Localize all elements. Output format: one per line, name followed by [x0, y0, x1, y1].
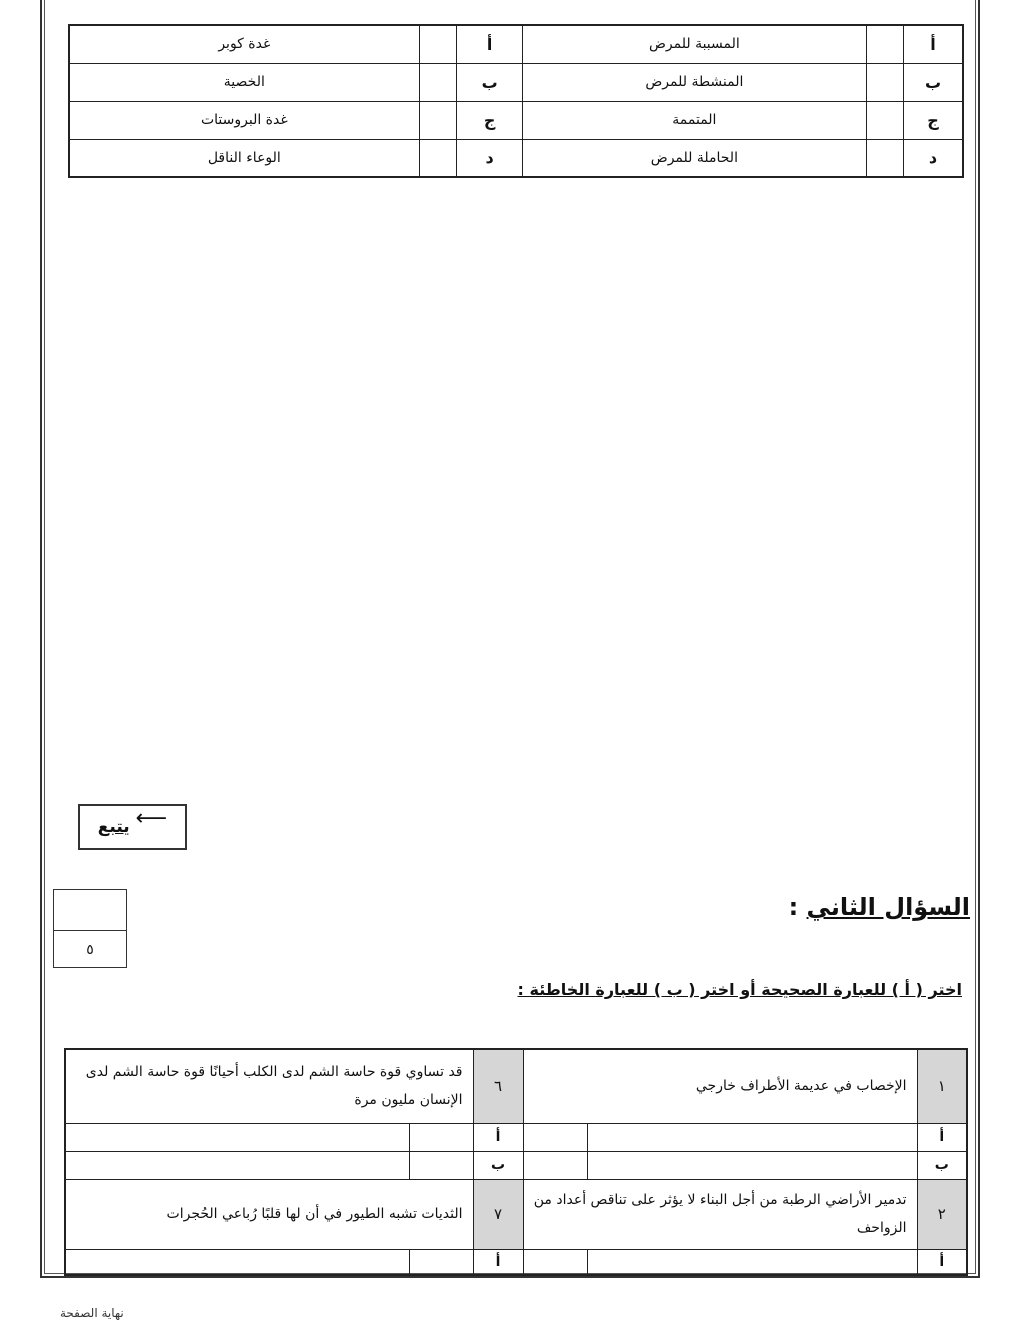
table-row	[69, 139, 963, 177]
item-statement: قد تساوي قوة حاسة الشم لدى الكلب أحيانًا قوة حاسة الشم لدى الإنسان مليون مرة	[65, 1049, 473, 1123]
answer-cell[interactable]	[587, 1151, 917, 1179]
score-box	[53, 889, 127, 968]
right-letter: أ	[457, 25, 523, 63]
right-text: الخصية	[69, 63, 419, 101]
answer-cell[interactable]	[65, 1151, 409, 1179]
option-b-label: ب	[473, 1151, 523, 1179]
answer-cell[interactable]	[409, 1123, 473, 1151]
answer-cell[interactable]	[419, 63, 456, 101]
option-a-label: أ	[917, 1249, 967, 1275]
answer-cell[interactable]	[866, 25, 903, 63]
table-row	[65, 1249, 967, 1275]
table-row	[69, 25, 963, 63]
answer-cell[interactable]	[419, 25, 456, 63]
left-letter: د	[904, 139, 963, 177]
score-total: ٥	[86, 941, 94, 958]
left-letter: ب	[904, 63, 963, 101]
answer-cell[interactable]	[409, 1249, 473, 1275]
table-row	[69, 101, 963, 139]
answer-cell[interactable]	[65, 1123, 409, 1151]
table-row	[65, 1123, 967, 1151]
table-row	[65, 1049, 967, 1123]
item-number: ٢	[917, 1179, 967, 1249]
table-row	[65, 1151, 967, 1179]
item-number: ٧	[473, 1179, 523, 1249]
answer-cell[interactable]	[587, 1123, 917, 1151]
answer-cell[interactable]	[587, 1249, 917, 1275]
item-statement: تدمير الأراضي الرطبة من أجل البناء لا يؤثر على تناقص أعداد من الزواحف	[523, 1179, 917, 1249]
continue-label: يتبع	[97, 817, 130, 837]
continue-indicator	[78, 804, 187, 850]
question-instruction: اختر ( أ ) للعبارة الصحيحة أو اختر ( ب ) للعبارة الخاطئة :	[517, 980, 962, 999]
page-footer: نهاية الصفحة	[60, 1306, 124, 1320]
item-number: ١	[917, 1049, 967, 1123]
option-b-label: ب	[917, 1151, 967, 1179]
table-row	[65, 1179, 967, 1249]
item-statement: الإخصاب في عديمة الأطراف خارجي	[523, 1049, 917, 1123]
right-text: الوعاء الناقل	[69, 139, 419, 177]
answer-cell[interactable]	[523, 1123, 587, 1151]
answer-cell[interactable]	[866, 101, 903, 139]
answer-cell[interactable]	[866, 63, 903, 101]
left-text: الحاملة للمرض	[523, 139, 867, 177]
left-letter: أ	[904, 25, 963, 63]
answer-cell[interactable]	[419, 101, 456, 139]
answer-cell[interactable]	[523, 1249, 587, 1275]
right-letter: ج	[457, 101, 523, 139]
answer-cell[interactable]	[409, 1151, 473, 1179]
option-a-label: أ	[473, 1249, 523, 1275]
true-false-table	[64, 1048, 968, 1276]
item-statement: الثديات تشبه الطيور في أن لها قلبًا رُباعي الحُجرات	[65, 1179, 473, 1249]
item-number: ٦	[473, 1049, 523, 1123]
left-arrow-icon: ⟵	[135, 806, 168, 831]
left-letter: ج	[904, 101, 963, 139]
question-title-text: السؤال الثاني	[806, 893, 970, 921]
score-input[interactable]	[54, 890, 126, 931]
left-text: المنشطة للمرض	[523, 63, 867, 101]
answer-cell[interactable]	[866, 139, 903, 177]
answer-cell[interactable]	[523, 1151, 587, 1179]
option-a-label: أ	[917, 1123, 967, 1151]
left-text: المتممة	[523, 101, 867, 139]
question-title	[789, 893, 970, 921]
answer-cell[interactable]	[419, 139, 456, 177]
right-letter: د	[457, 139, 523, 177]
question-title-colon: :	[788, 893, 799, 921]
answer-cell[interactable]	[65, 1249, 409, 1275]
matching-table	[68, 24, 964, 178]
right-text: غدة كوبر	[69, 25, 419, 63]
left-text: المسببة للمرض	[523, 25, 867, 63]
right-text: غدة البروستات	[69, 101, 419, 139]
option-a-label: أ	[473, 1123, 523, 1151]
table-row	[69, 63, 963, 101]
right-letter: ب	[457, 63, 523, 101]
